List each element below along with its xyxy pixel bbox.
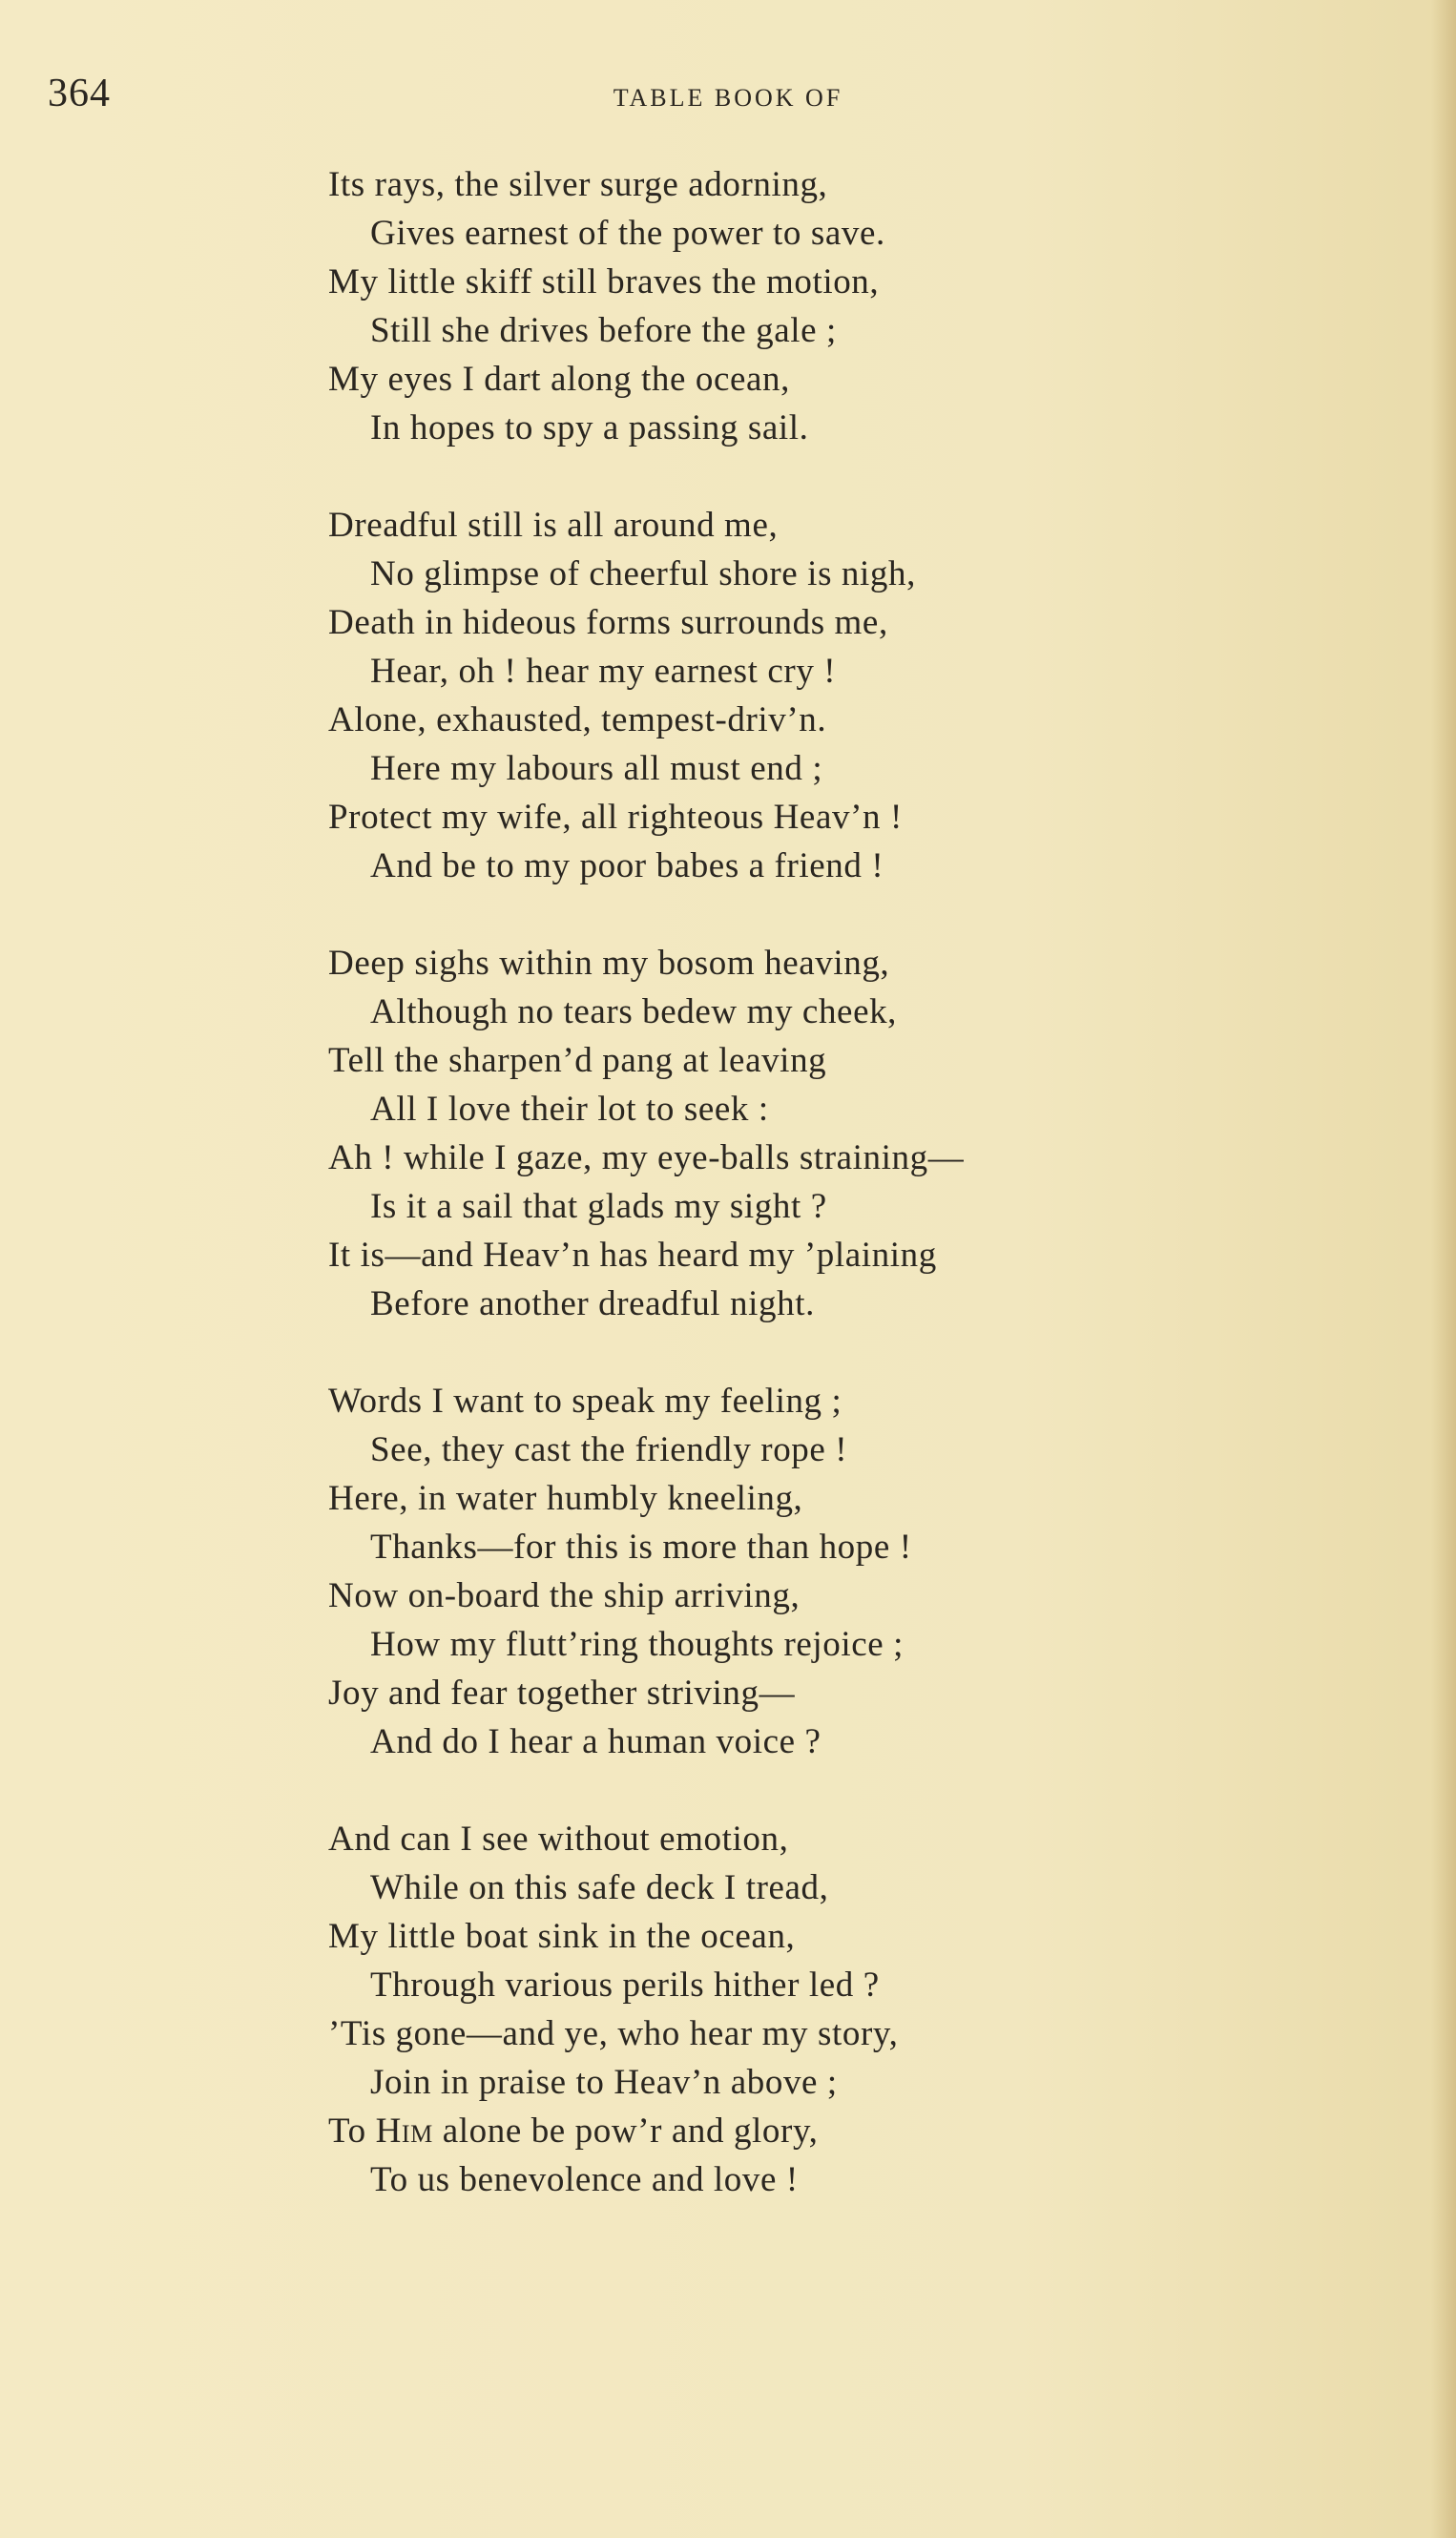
poem-line: And do I hear a human voice ? (370, 1722, 822, 1761)
poem-line: And be to my poor babes a friend ! (370, 846, 884, 885)
poem-line: Now on-board the ship arriving, (328, 1576, 801, 1615)
poem-line: Deep sighs within my bosom heaving, (328, 944, 890, 983)
poem-line: Words I want to speak my feeling ; (328, 1382, 842, 1421)
poem-line: Its rays, the silver surge adorning, (328, 165, 828, 204)
poem-line: To us benevolence and love ! (370, 2160, 799, 2199)
poem-line: My eyes I dart along the ocean, (328, 360, 791, 399)
poem-line: Here, in water humbly kneeling, (328, 1479, 803, 1518)
running-title: TABLE BOOK OF (613, 84, 843, 112)
poem-line: While on this safe deck I tread, (370, 1868, 829, 1907)
stanza-3 (328, 939, 1378, 1328)
poem-line: No glimpse of cheerful shore is nigh, (370, 554, 916, 593)
page-number: 364 (48, 72, 111, 115)
poem-line: Ah ! while I gaze, my eye-balls straining— (328, 1138, 965, 1177)
poem-line: ’Tis gone—and ye, who hear my story, (328, 2014, 899, 2053)
poem-line: Although no tears bedew my cheek, (370, 992, 898, 1031)
poem-line: And can I see without emotion, (328, 1820, 789, 1859)
poem-line: How my flutt’ring thoughts rejoice ; (370, 1625, 905, 1664)
poem-line: Hear, oh ! hear my earnest cry ! (370, 652, 837, 691)
poem-line: Death in hideous forms surrounds me, (328, 603, 888, 642)
poem-line: See, they cast the friendly rope ! (370, 1430, 848, 1469)
poem-line: Thanks—for this is more than hope ! (370, 1528, 912, 1567)
poem-line: Still she drives before the gale ; (370, 311, 837, 350)
poem-line: In hopes to spy a passing sail. (370, 408, 809, 447)
poem-line: Gives earnest of the power to save. (370, 214, 885, 253)
small-caps-word: Him (375, 2112, 433, 2151)
poem-line-small-caps (328, 2107, 1378, 2155)
poem-line: It is—and Heav’n has heard my ’plaining (328, 1236, 937, 1275)
poem-line: Before another dreadful night. (370, 1284, 815, 1323)
poem-line: Protect my wife, all righteous Heav’n ! (328, 798, 903, 837)
poem-line: My little boat sink in the ocean, (328, 1917, 796, 1956)
poem-line: Alone, exhausted, tempest-driv’n. (328, 700, 827, 739)
poem-line: Is it a sail that glads my sight ? (370, 1187, 827, 1226)
poem (328, 160, 1378, 2253)
line-prefix: To (328, 2112, 376, 2151)
poem-line: My little skiff still braves the motion, (328, 262, 880, 302)
stanza-4 (328, 1377, 1378, 1766)
poem-line: Here my labours all must end ; (370, 749, 823, 788)
line-suffix: alone be pow’r and glory, (432, 2112, 819, 2151)
poem-line: Join in praise to Heav’n above ; (370, 2063, 838, 2102)
poem-line: Through various perils hither led ? (370, 1966, 880, 2005)
page-edge-shadow (1431, 0, 1456, 2538)
poem-line: Joy and fear together striving— (328, 1674, 796, 1713)
poem-line: Tell the sharpen’d pang at leaving (328, 1041, 827, 1080)
poem-line: Dreadful still is all around me, (328, 506, 779, 545)
poem-line: All I love their lot to seek : (370, 1090, 769, 1129)
stanza-1 (328, 160, 1378, 452)
stanza-5 (328, 1815, 1378, 2204)
stanza-2 (328, 501, 1378, 890)
